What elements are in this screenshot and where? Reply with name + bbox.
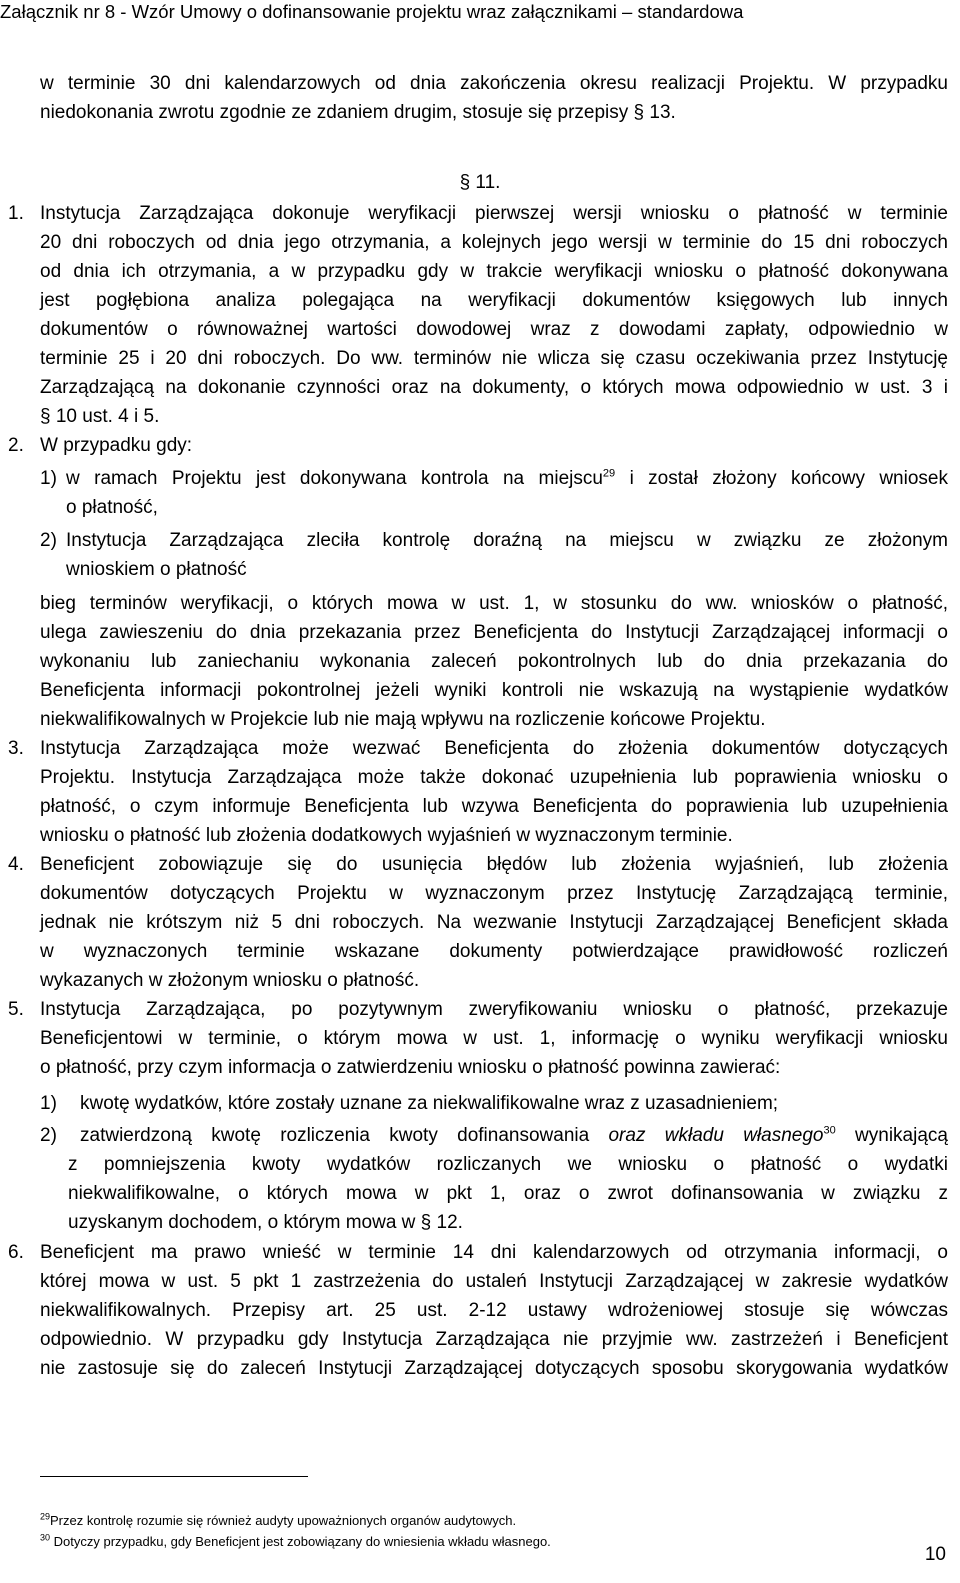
page-number: 10 — [924, 1544, 946, 1565]
paragraph-5 — [40, 995, 948, 1082]
text-line: nie zastosuje się do zaleceń Instytucji Zarządzającej dotyczących sposobu skorygowania wydatków — [40, 1358, 948, 1379]
text-line: z pomniejszenia kwoty wydatków rozliczanych we wniosku o płatność o wydatki — [68, 1154, 948, 1175]
paragraph-number: 6. — [8, 1242, 24, 1263]
text-line: niekwalifikowalne, o których mowa w pkt 1, oraz o zwrot dofinansowania w związku z — [68, 1183, 948, 1204]
footnote-number: 30 — [40, 1532, 51, 1543]
text-line: bieg terminów weryfikacji, o których mowa w ust. 1, w stosunku do ww. wniosków o płatność, — [40, 593, 948, 614]
paragraph-number: 4. — [8, 854, 24, 875]
text-line: Beneficjentowi w terminie, o którym mowa w ust. 1, informację o wyniku weryfikacji wniosku — [40, 1028, 948, 1049]
text-line: Beneficjenta informacji pokontrolnej jeżeli wyniki kontroli nie wskazują na wystąpienie wydatków — [40, 680, 948, 701]
text-line: dokumentów o równoważnej wartości dowodowej wraz z dowodami zapłaty, odpowiednio w — [40, 319, 948, 340]
text-line: Beneficjent zobowiązuje się do usunięcia błędów lub złożenia wyjaśnień, lub złożenia — [40, 854, 948, 875]
text-line: jednak nie krótszym niż 5 dni roboczych. Na wezwanie Instytucji Zarządzającej Beneficjent składa — [40, 912, 948, 933]
text-line: Instytucja Zarządzająca zleciła kontrolę doraźną na miejscu w związku ze złożonym — [66, 530, 948, 551]
text-line: terminie 25 i 20 dni roboczych. Do ww. terminów nie wlicza się czasu oczekiwania przez Instytucję — [40, 348, 948, 369]
paragraph-2-intro: W przypadku gdy: — [40, 435, 193, 456]
footnote-text: Przez kontrolę rozumie się również audyty upoważnionych organów audytowych. — [50, 1513, 517, 1528]
text-line: Projektu. Instytucja Zarządzająca może także dokonać uzupełnienia lub poprawienia wniosku o — [40, 767, 948, 788]
footnote-ref: 30 — [823, 1124, 836, 1137]
text-line: której mowa w ust. 5 pkt 1 zastrzeżenia do ustaleń Instytucji Zarządzającej w zakresie wydatków — [40, 1271, 948, 1292]
paragraph-number: 5. — [8, 999, 24, 1020]
paragraph-4 — [40, 850, 948, 995]
text-line: wykonaniu lub zaniechaniu wykonania zaleceń pokontrolnych lub do dnia przekazania do — [40, 651, 948, 672]
list-item-number: 1) — [40, 1093, 57, 1114]
paragraph-3 — [40, 734, 948, 850]
text-line: jest pogłębiona analiza polegająca na weryfikacji dokumentów księgowych lub innych — [40, 290, 948, 311]
text-line: wnioskiem o płatność — [66, 559, 247, 580]
text-fragment-italic: oraz wkładu własnego — [608, 1125, 824, 1146]
list-item — [66, 464, 948, 522]
text-line: niekwalifikowalnych w Projekcie lub nie mają wpływu na rozliczenie końcowe Projektu. — [40, 709, 766, 730]
text-fragment: i został złożony końcowy wniosek — [615, 468, 948, 489]
page-header: Załącznik nr 8 - Wzór Umowy o dofinansowanie projektu wraz załącznikami – standardowa — [0, 1, 744, 22]
text-line: wykazanych w złożonym wniosku o płatność. — [40, 970, 420, 991]
paragraph-number: 2. — [8, 435, 24, 456]
text-line: 20 dni roboczych od dnia jego otrzymania, a kolejnych jego wersji w terminie do 15 dni roboczych — [40, 232, 948, 253]
text-fragment: zatwierdzoną kwotę rozliczenia kwoty dofinansowania — [80, 1125, 609, 1146]
text-line: Instytucja Zarządzająca, po pozytywnym zweryfikowaniu wniosku o płatność, przekazuje — [40, 999, 948, 1020]
text-line: § 10 ust. 4 i 5. — [40, 406, 160, 427]
list-item — [66, 526, 948, 584]
section-heading: § 11. — [459, 172, 501, 193]
footnote-number: 29 — [40, 1511, 51, 1522]
text-line: uzyskanym dochodem, o którym mowa w § 12. — [68, 1212, 463, 1233]
footnote-separator — [40, 1476, 308, 1477]
text-line: od dnia ich otrzymania, a w przypadku gdy w trakcie weryfikacji wniosku o płatność dokonywana — [40, 261, 948, 282]
text-fragment: w ramach Projektu jest dokonywana kontrola na miejscu — [66, 468, 603, 489]
text-line: o płatność, przy czym informacja o zatwierdzeniu wniosku o płatność powinna zawierać: — [40, 1057, 781, 1078]
footnote — [40, 1533, 551, 1550]
paragraph-number: 3. — [8, 738, 24, 759]
list-item — [68, 1121, 948, 1237]
list-item — [80, 1089, 948, 1118]
footnote — [40, 1512, 516, 1529]
text-line: ulega zawieszeniu do dnia przekazania przez Beneficjenta do Instytucji Zarządzającej informacji o — [40, 622, 948, 643]
text-line: Zarządzającą na dokonanie czynności oraz na dokumenty, o których mowa odpowiednio w ust. 3 i — [40, 377, 948, 398]
text-line: dokumentów dotyczących Projektu w wyznaczonym przez Instytucję Zarządzającą terminie, — [40, 883, 948, 904]
footnote-text: Dotyczy przypadku, gdy Beneficjent jest zobowiązany do wniesienia wkładu własnego. — [50, 1534, 551, 1549]
paragraph-1 — [40, 199, 948, 431]
text-line: w wyznaczonych terminie wskazane dokumenty potwierdzające prawidłowość rozliczeń — [40, 941, 948, 962]
text-line: niekwalifikowalnych. Przepisy art. 25 ust. 2-12 ustawy wdrożeniowej stosuje się wówczas — [40, 1300, 948, 1321]
list-item-number: 1) — [40, 468, 57, 489]
text-line: płatność, o czym informuje Beneficjenta lub wzywa Beneficjenta do poprawienia lub uzupełnienia — [40, 796, 948, 817]
paragraph-6 — [40, 1238, 948, 1383]
text-line: Instytucja Zarządzająca dokonuje weryfikacji pierwszej wersji wniosku o płatność w terminie — [40, 203, 948, 224]
text-line: w terminie 30 dni kalendarzowych od dnia zakończenia okresu realizacji Projektu. W przypadku — [40, 73, 948, 94]
list-item-number: 2) — [40, 1125, 57, 1146]
text-line: o płatność, — [66, 497, 158, 518]
intro-paragraph — [40, 69, 948, 127]
text-line: wniosku o płatność lub złożenia dodatkowych wyjaśnień w wyznaczonym terminie. — [40, 825, 733, 846]
text-line: odpowiednio. W przypadku gdy Instytucja Zarządzająca nie przyjmie ww. zastrzeżeń i Beneficjent — [40, 1329, 948, 1350]
paragraph-number: 1. — [8, 203, 24, 224]
text-line: Instytucja Zarządzająca może wezwać Beneficjenta do złożenia dokumentów dotyczących — [40, 738, 948, 759]
text-line: niedokonania zwrotu zgodnie ze zdaniem drugim, stosuje się przepisy § 13. — [40, 102, 676, 123]
paragraph-2-tail — [40, 589, 948, 734]
text-line: kwotę wydatków, które zostały uznane za niekwalifikowalne wraz z uzasadnieniem; — [80, 1093, 779, 1114]
text-line: Beneficjent ma prawo wnieść w terminie 14 dni kalendarzowych od otrzymania informacji, o — [40, 1242, 948, 1263]
footnote-ref: 29 — [602, 467, 616, 480]
text-fragment: wynikającą — [835, 1125, 948, 1146]
list-item-number: 2) — [40, 530, 57, 551]
